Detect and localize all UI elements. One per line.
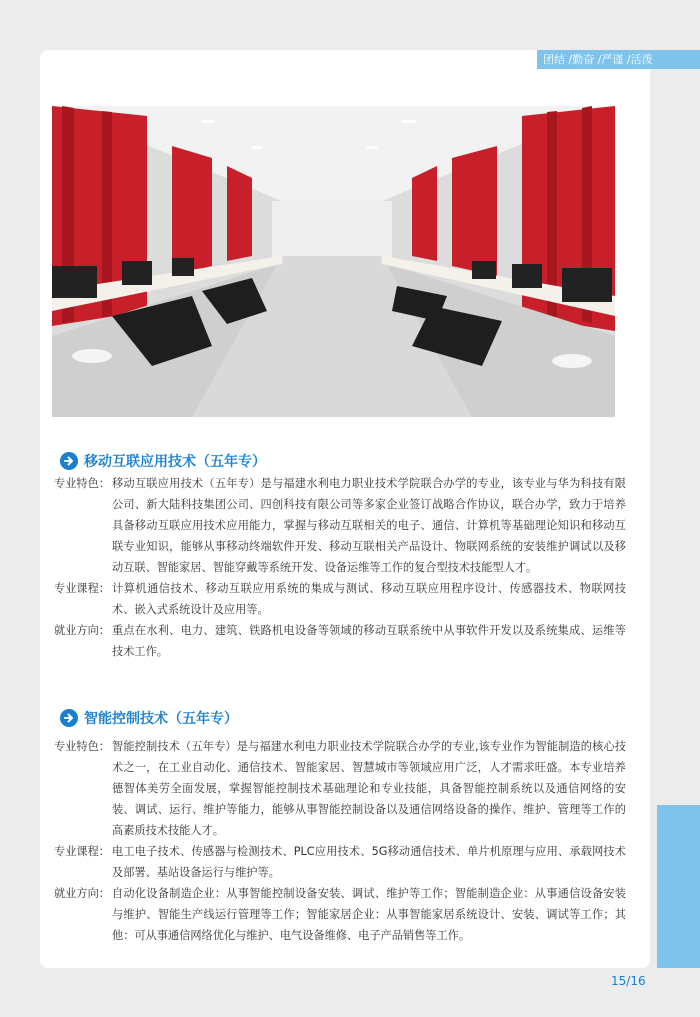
row-text: 计算机通信技术、移动互联应用系统的集成与测试、移动互联应用程序设计、传感器技术、物联网技术、嵌入式系统设计及应用等。 — [112, 582, 626, 616]
arrow-right-icon — [60, 452, 78, 470]
row-label: 专业特色： — [54, 740, 110, 753]
row-label: 专业课程： — [54, 582, 110, 595]
row-label: 就业方向： — [54, 624, 110, 637]
row-label: 专业课程： — [54, 845, 110, 858]
info-row — [54, 883, 626, 946]
info-row — [54, 841, 626, 883]
arrow-right-icon — [60, 709, 78, 727]
section-heading-mobile-internet — [60, 450, 266, 472]
row-text: 移动互联应用技术（五年专）是与福建水利电力职业技术学院联合办学的专业，该专业与华为科技有限公司、新大陆科技集团公司、四创科技有限公司等多家企业签订战略合作协议，联合办学，致力于培养具备移动互联应用技术应用能力，掌握与移动互联相关的电子、通信、计算机等基础理论知识和移动互联专业知识，能够从事移动终端软件开发、移动互联相关产品设计、物联网系统的安装维护调试以及移动互联、智能家居、智能穿戴等系统开发、设备运维等工作的复合型技术技能型人才。 — [112, 477, 626, 574]
row-text: 自动化设备制造企业：从事智能控制设备安装、调试、维护等工作；智能制造企业：从事通信设备安装与维护、智能生产线运行管理等工作；智能家居企业：从事智能家居系统设计、安装、调试等工作；其他：可从事通信网络优化与维护、电气设备维修、电子产品销售等工作。 — [112, 887, 626, 942]
section-body-intelligent-control — [54, 736, 626, 946]
row-text: 智能控制技术（五年专）是与福建水利电力职业技术学院联合办学的专业,该专业作为智能制造的核心技术之一，在工业自动化、通信技术、智能家居、智慧城市等领域应用广泛，人才需求旺盛。本专业培养德智体美劳全面发展，掌握智能控制技术基础理论和专业技能，具备智能控制系统以及通信网络的安装、调试、运行、维护等能力，能够从事智能控制设备以及通信网络设备的操作、维护、管理等工作的高素质技术技能人才。 — [112, 740, 626, 837]
header-motto: 团结 /勤奋 /严谨 /活泼 — [537, 50, 700, 69]
info-row — [54, 578, 626, 620]
page-number: 15/16 — [611, 974, 646, 988]
section-body-mobile-internet — [54, 473, 626, 662]
row-label: 专业特色： — [54, 477, 110, 490]
row-text: 重点在水利、电力、建筑、铁路机电设备等领域的移动互联系统中从事软件开发以及系统集成、运维等技术工作。 — [112, 624, 626, 658]
row-text: 电工电子技术、传感器与检测技术、PLC应用技术、5G移动通信技术、单片机原理与应用、承载网技术及部署、基站设备运行与维护等。 — [112, 845, 626, 879]
info-row — [54, 620, 626, 662]
info-row — [54, 736, 626, 841]
section-title: 移动互联应用技术（五年专） — [84, 454, 266, 470]
side-decoration-bar — [657, 805, 700, 968]
computer-lab-photo — [52, 106, 615, 417]
row-label: 就业方向： — [54, 887, 110, 900]
section-heading-intelligent-control — [60, 707, 238, 729]
info-row — [54, 473, 626, 578]
section-title: 智能控制技术（五年专） — [84, 711, 238, 727]
